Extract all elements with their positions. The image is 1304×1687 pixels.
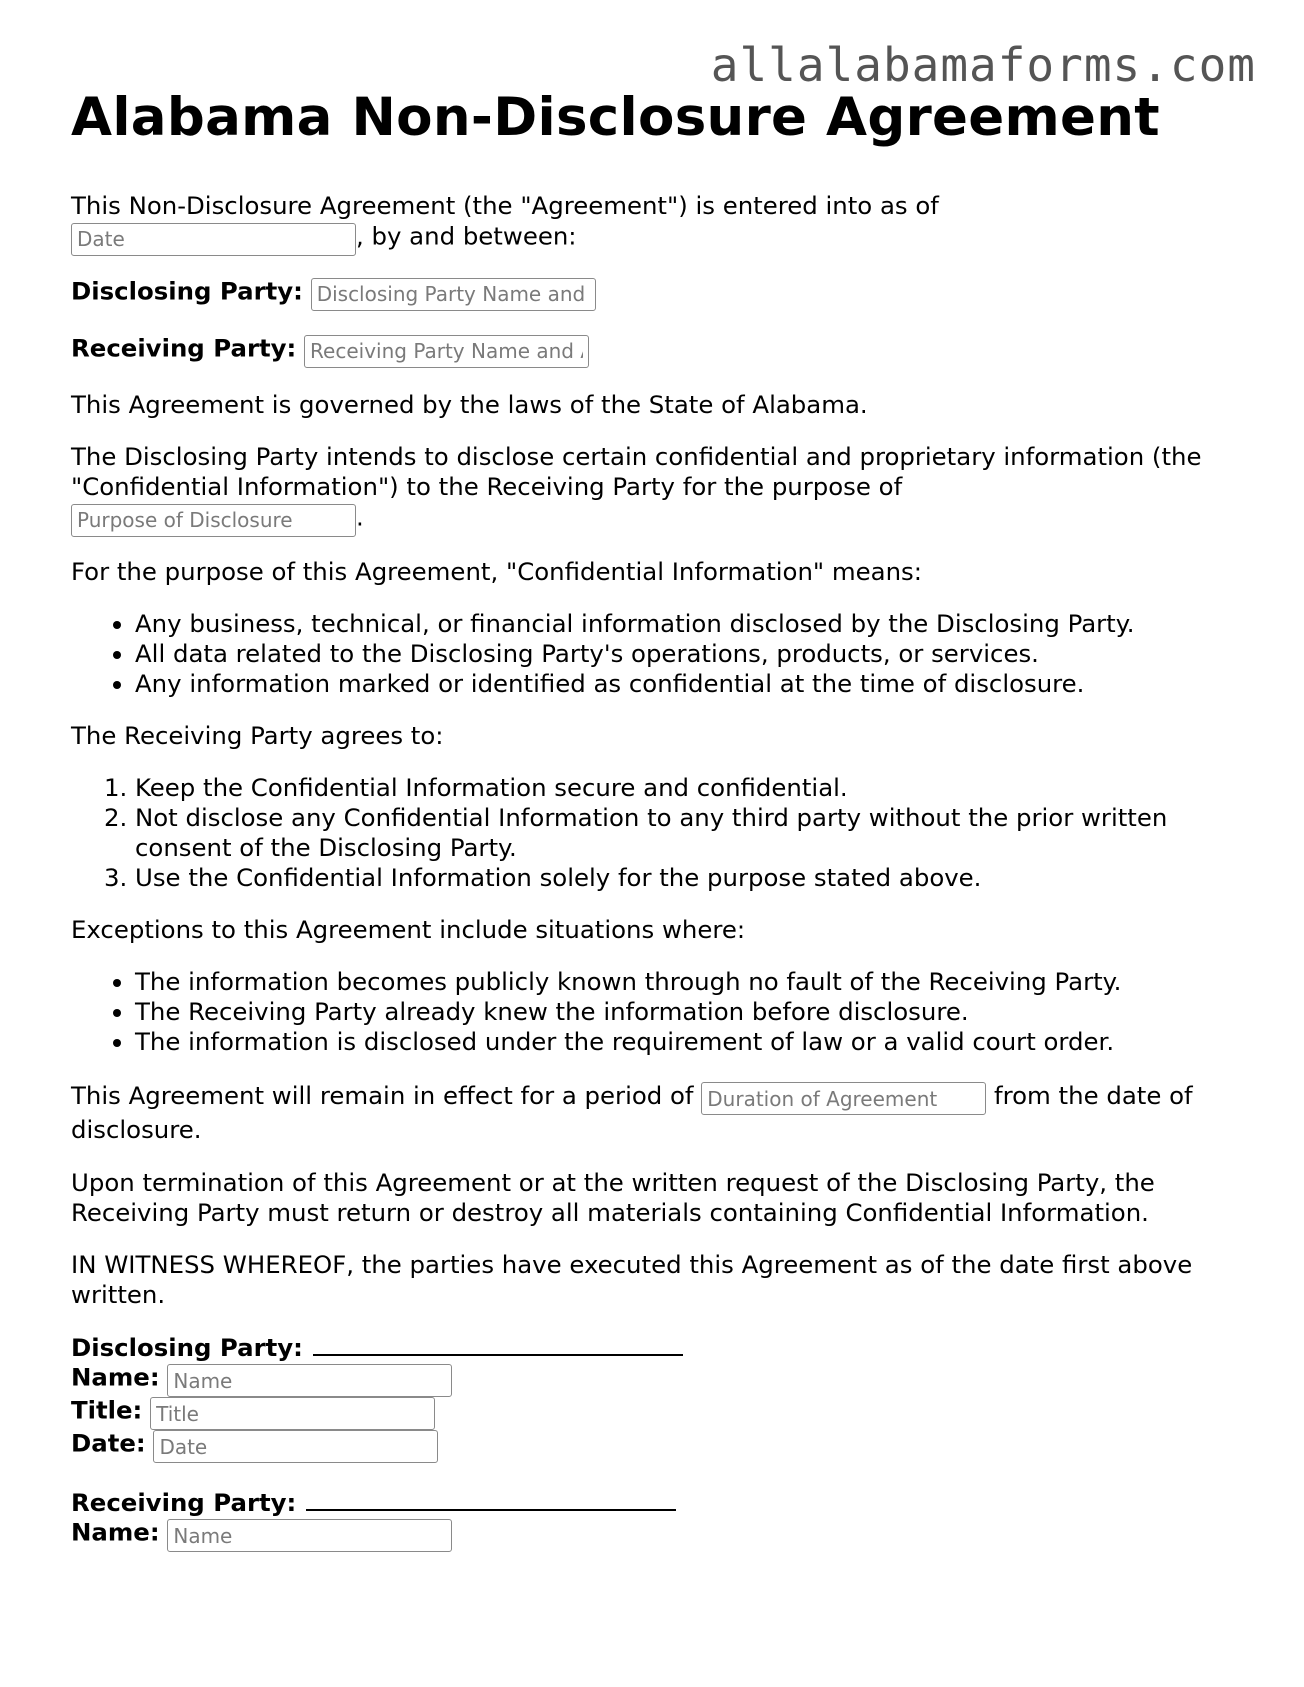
intro-paragraph: [71, 191, 1221, 254]
list-item: 3. Use the Confidential Information solely for the purpose stated above.: [135, 863, 1221, 893]
list-item: • The Receiving Party already knew the information before disclosure.: [135, 997, 1221, 1027]
receiving-signature-label: Receiving Party:: [71, 1488, 297, 1518]
date-label: Date:: [71, 1428, 146, 1458]
purpose-input[interactable]: [71, 504, 356, 537]
receiving-name-input[interactable]: [167, 1519, 452, 1552]
name-label: Name:: [71, 1362, 160, 1392]
termination-paragraph: Upon termination of this Agreement or at the written request of the Disclosing Party, the Receiving Party must return or destroy all materials containing Confidential Information.: [71, 1168, 1155, 1228]
purpose-end: .: [356, 502, 364, 532]
disclosing-name-row: [71, 1362, 1221, 1395]
receiving-party-row: [71, 333, 1221, 366]
intro-text: This Non-Disclosure Agreement (the "Agreement") is entered into as of: [71, 190, 939, 220]
witness-paragraph: IN WITNESS WHEREOF, the parties have executed this Agreement as of the date first above written.: [71, 1250, 1193, 1310]
obligations-intro: The Receiving Party agrees to:: [71, 720, 444, 750]
document-page: [71, 88, 1221, 1572]
disclosing-signature-label: Disclosing Party:: [71, 1333, 303, 1363]
receiving-party-input[interactable]: [304, 335, 589, 368]
intro-text-after: , by and between:: [356, 221, 577, 251]
disclosing-title-row: [71, 1395, 1221, 1428]
document-title: Alabama Non-Disclosure Agreement: [71, 87, 1160, 148]
disclosing-signature-line[interactable]: [313, 1332, 683, 1356]
site-watermark: allalabamaforms.com: [710, 38, 1256, 92]
purpose-paragraph: [71, 442, 1221, 535]
list-item: • The information becomes publicly known through no fault of the Receiving Party.: [135, 967, 1221, 997]
duration-paragraph: [71, 1079, 1221, 1147]
disclosing-party-label: Disclosing Party:: [71, 276, 303, 306]
list-item: • Any business, technical, or financial information disclosed by the Disclosing Party.: [135, 609, 1221, 639]
receiving-signature-row: [71, 1487, 1221, 1517]
disclosing-party-row: [71, 276, 1221, 309]
purpose-text: The Disclosing Party intends to disclose certain confidential and proprietary information (the "Confidential Information") to the Receiving Party for the purpose of: [71, 441, 1202, 501]
disclosing-signature-row: [71, 1332, 1221, 1362]
disclosing-signature-block: [71, 1332, 1221, 1461]
duration-text: This Agreement will remain in effect for a period of: [71, 1080, 694, 1110]
disclosing-date-input[interactable]: [153, 1430, 438, 1463]
definition-intro: For the purpose of this Agreement, "Confidential Information" means:: [71, 556, 922, 586]
receiving-name-row: [71, 1517, 1221, 1550]
title-label: Title:: [71, 1395, 143, 1425]
list-item: • The information is disclosed under the requirement of law or a valid court order.: [135, 1027, 1221, 1057]
obligations-list: [71, 773, 1221, 893]
disclosing-party-input[interactable]: [311, 278, 596, 311]
receiving-party-label: Receiving Party:: [71, 333, 297, 363]
definition-list: [71, 609, 1221, 699]
disclosing-name-input[interactable]: [167, 1364, 452, 1397]
receiving-signature-line[interactable]: [306, 1487, 676, 1511]
exceptions-intro: Exceptions to this Agreement include situations where:: [71, 914, 746, 944]
list-item: 2. Not disclose any Confidential Information to any third party without the prior written consent of the Disclosing Party.: [135, 803, 1221, 863]
disclosing-date-row: [71, 1428, 1221, 1461]
duration-text-after: from the date of disclosure.: [71, 1080, 1193, 1145]
agreement-date-input[interactable]: [71, 223, 356, 256]
list-item: • Any information marked or identified as confidential at the time of disclosure.: [135, 669, 1221, 699]
governing-law-paragraph: This Agreement is governed by the laws of the State of Alabama.: [71, 389, 868, 419]
list-item: 1. Keep the Confidential Information secure and confidential.: [135, 773, 1221, 803]
disclosing-title-input[interactable]: [150, 1397, 435, 1430]
duration-input[interactable]: [701, 1082, 986, 1115]
list-item: • All data related to the Disclosing Party's operations, products, or services.: [135, 639, 1221, 669]
name-label: Name:: [71, 1517, 160, 1547]
exceptions-list: [71, 967, 1221, 1057]
receiving-signature-block: [71, 1487, 1221, 1550]
